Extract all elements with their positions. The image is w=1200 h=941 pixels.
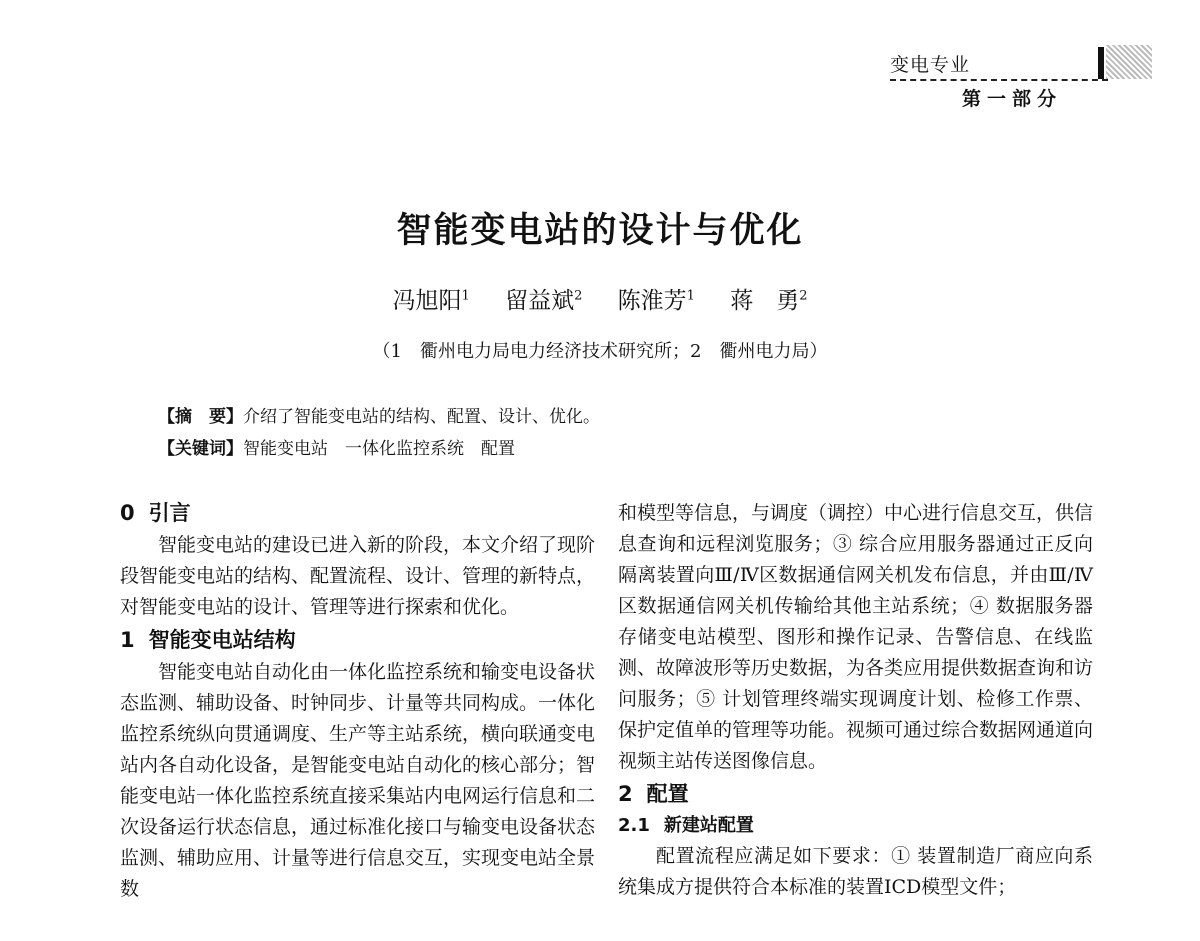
author-item: 冯旭阳$^1$ (392, 288, 470, 314)
config-paragraph: 配置流程应满足如下要求：① 装置制造厂商应向系统集成方提供符合本标准的装置ICD模型文件； (618, 845, 1093, 898)
author-affiliation: （1 衢州电力局电力经济技术研究所；2 衢州电力局） (372, 341, 828, 362)
structure-paragraph: 智能变电站自动化由一体化监控系统和输变电设备状态监测、辅助设备、时钟同步、计量等共同构成。一体化监控系统纵向贯通调度、生产等主站系统，横向联通变电站内各自动化设备，是智能变电站自动化的核心部分；智能变电站一体化监控系统直接采集站内电网运行信息和二次设备运行状态信息，通过标准化接口与输变电设备状态监测、辅助应用、计量等进行信息交互，实现变电站全景数 (120, 661, 596, 900)
keywords-label: 【关键词】 (158, 439, 243, 459)
keywords (158, 434, 1058, 459)
left-column (120, 496, 595, 905)
author-item: 蒋 勇$^2$ (730, 288, 808, 314)
intro-paragraph: 智能变电站的建设已进入新的阶段，本文介绍了现阶段智能变电站的结构、配置流程、设计、管理的新特点，对智能变电站的设计、管理等进行探索和优化。 (120, 534, 596, 618)
section-heading-1: 1 智能变电站结构 (120, 628, 296, 652)
running-header-section: 变电专业 (890, 54, 971, 76)
article-title: 智能变电站的设计与优化 (396, 210, 804, 251)
section-heading-2: 2 配置 (618, 782, 689, 806)
section-heading-0: 0 引言 (120, 501, 191, 525)
keywords-text: 智能变电站 一体化监控系统 配置 (243, 439, 515, 459)
abstract (158, 402, 1058, 427)
subsection-heading-2-1: 2.1 新建站配置 (618, 815, 754, 836)
continued-paragraph: 和模型等信息，与调度（调控）中心进行信息交互，供信息查询和远程浏览服务；③ 综合应用服务器通过正反向隔离装置向Ⅲ/Ⅳ区数据通信网关机发布信息，并由Ⅲ/Ⅳ区数据通信网关机传输给其他主站系统；④ 数据服务器存储变电站模型、图形和操作记录、告警信息、在线监测、故障波形等历史数据，为各类应用提供数据查询和访问服务；⑤ 计划管理终端实现调度计划、检修工作票、保护定值单的管理等功能。视频可通过综合数据网通道向视频主站传送图像信息。 (618, 502, 1094, 772)
right-column (618, 498, 1093, 903)
abstract-text: 介绍了智能变电站的结构、配置、设计、优化。 (243, 407, 600, 427)
author-item: 留益斌$^2$ (505, 288, 583, 314)
running-header-part: 第一部分 (962, 88, 1063, 110)
author-item: 陈淮芳$^1$ (617, 288, 695, 314)
author-list (0, 282, 1200, 315)
abstract-label: 【摘 要】 (158, 407, 243, 427)
header-pattern-block (1106, 45, 1152, 79)
header-marker-bar (1098, 47, 1104, 79)
header-dashed-rule (890, 79, 1108, 81)
